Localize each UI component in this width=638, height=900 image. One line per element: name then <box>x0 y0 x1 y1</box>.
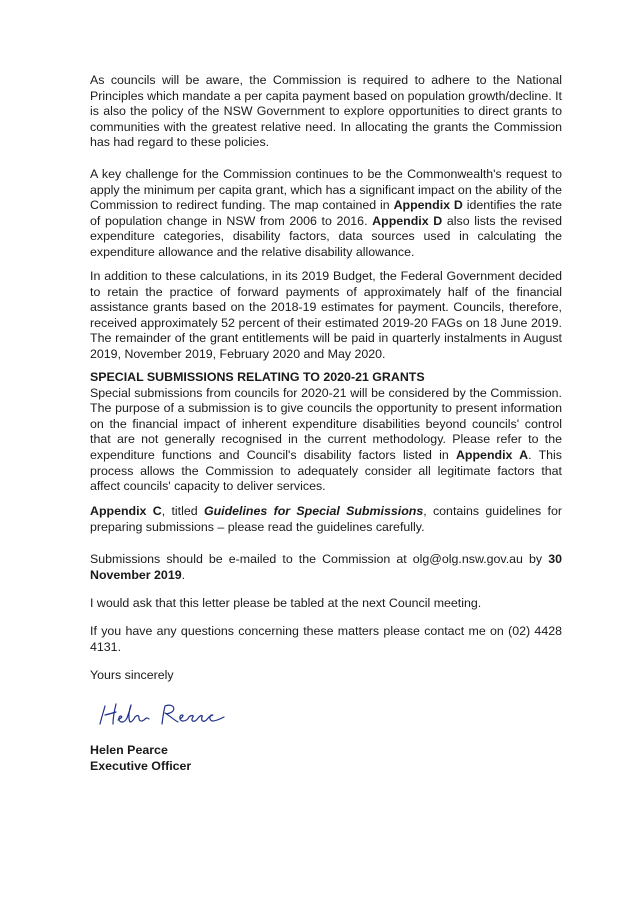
appendix-c-reference: Appendix C <box>90 504 162 518</box>
signatory-title: Executive Officer <box>90 758 192 773</box>
paragraph-text: , titled <box>161 504 204 518</box>
paragraph-text: . <box>181 567 186 582</box>
paragraph-key-challenge <box>90 167 562 261</box>
paragraph-text: identifies the rate of population change in NSW from 2006 to 2016. <box>90 198 562 228</box>
paragraph-submission-deadline <box>90 552 562 583</box>
closing-salutation: Yours sincerely <box>90 668 174 682</box>
appendix-a-reference: Appendix A <box>455 447 529 462</box>
paragraph-calculations: In addition to these calculations, in its 2019 Budget, the Federal Government decided to retain the practice of forward payments of approximately half of the financial assistance grants based on the 2018-19 estimates for payment. Councils, therefore, received approximately 52 percent of their estimated 2019-20 FAGs on 18 June 2019. The remainder of the grant entitlements will be paid in quarterly instalments in August 2019, November 2019, February 2020 and May 2020. <box>90 269 562 361</box>
handwritten-signature <box>96 698 236 734</box>
paragraph-text: . This process allows the Commission to adequately consider all legitimate factors that affect councils' capacity to deliver services. <box>90 447 562 494</box>
section-heading: SPECIAL SUBMISSIONS RELATING TO 2020-21 GRANTS <box>90 370 425 384</box>
paragraph-text: , contains guidelines for preparing submissions – please read the guidelines carefully. <box>90 504 562 534</box>
paragraph-special-submissions <box>90 370 562 495</box>
appendix-d-reference: Appendix D <box>372 213 443 228</box>
signatory-block <box>90 743 562 774</box>
appendix-d-reference: Appendix D <box>393 198 463 213</box>
deadline-date: 30 November 2019 <box>90 552 562 582</box>
paragraph-table-letter: I would ask that this letter please be tabled at the next Council meeting. <box>90 596 482 610</box>
paragraph-text: Submissions should be e-mailed to the Commission at olg@olg.nsw.gov.au by <box>90 552 549 566</box>
paragraph-national-principles: As councils will be aware, the Commission is required to adhere to the National Principles which mandate a per capita payment based on population growth/decline. It is also the policy of the NSW Government to explore opportunities to direct grants to communities with the greatest relative need. In allocating the grants the Commission has had regard to these policies. <box>90 73 562 150</box>
paragraph-guidelines <box>90 504 562 535</box>
paragraph-contact: If you have any questions concerning these matters please contact me on (02) 4428 4131. <box>90 624 562 654</box>
paragraph-text: Special submissions from councils for 2020-21 will be considered by the Commission. The purpose of a submission is to give councils the opportunity to present information on the financial impact of inherent expenditure disabilities beyond councils' control that are not generally recognised in the current methodology. Please refer to the expenditure functions and Council's disability factors listed in <box>90 385 562 462</box>
guidelines-title: Guidelines for Special Submissions <box>203 504 424 518</box>
paragraph-text: A key challenge for the Commission continues to be the Commonwealth's request to apply the minimum per capita grant, which has a significant impact on the ability of the Commission to redirect funding. The map contained in <box>90 167 562 213</box>
paragraph-text: also lists the revised expenditure categories, disability factors, data sources used in calculating the expenditure allowance and the relative disability allowance. <box>90 213 563 259</box>
signatory-name: Helen Pearce <box>90 743 168 757</box>
